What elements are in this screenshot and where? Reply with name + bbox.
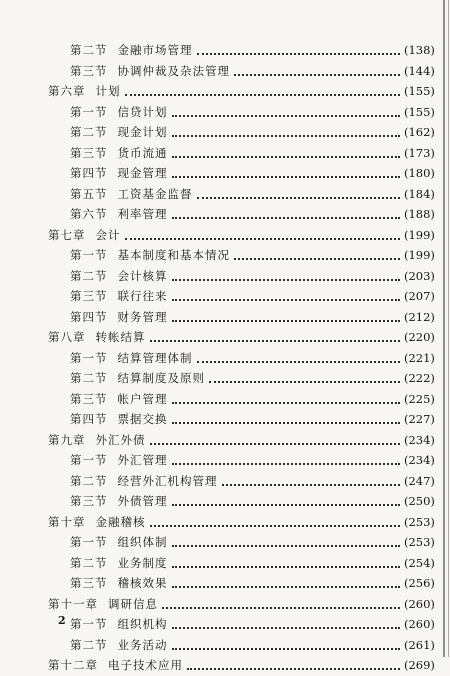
- toc-page-number: (180): [404, 166, 435, 181]
- toc-entry-label: [70, 452, 168, 468]
- toc-page-number: (260): [404, 596, 435, 611]
- toc-page-number: (138): [404, 43, 435, 58]
- toc-section-row: [0, 409, 450, 430]
- section-title: 货币流通: [117, 145, 168, 160]
- dot-leader: [172, 461, 401, 465]
- toc-page-number: (269): [404, 658, 435, 673]
- chapter-number: 第八章: [48, 330, 86, 345]
- section-title: 组织机构: [117, 617, 168, 632]
- toc-entry-label: [70, 555, 168, 571]
- toc-section-row: [0, 266, 450, 287]
- section-title: 金融市场管理: [117, 43, 193, 58]
- toc-page-number: (247): [404, 473, 435, 488]
- toc-entry-label: [70, 575, 168, 591]
- toc-entry-label: [70, 288, 168, 304]
- toc-page-number: (155): [404, 104, 435, 119]
- toc-section-row: [0, 163, 450, 184]
- section-number: 第一节: [70, 350, 108, 365]
- section-number: 第五节: [70, 186, 108, 201]
- toc-section-row: [0, 204, 450, 225]
- toc-entry-label: [70, 350, 193, 366]
- section-number: 第六节: [70, 207, 108, 222]
- toc-entry-label: [70, 534, 168, 550]
- dot-leader: [209, 379, 400, 383]
- toc-chapter-row: [0, 512, 450, 533]
- toc-chapter-row: [0, 225, 450, 246]
- toc-page-number: (222): [404, 371, 435, 386]
- toc-entry-label: [70, 206, 168, 222]
- chapter-number: 第六章: [48, 84, 86, 99]
- chapter-number: 第十章: [48, 514, 86, 529]
- section-number: 第二节: [70, 268, 108, 283]
- dot-leader: [197, 359, 401, 363]
- dot-leader: [150, 338, 401, 342]
- dot-leader: [172, 420, 401, 424]
- toc-section-row: [0, 389, 450, 410]
- section-number: 第三节: [70, 391, 108, 406]
- section-title: 业务活动: [117, 637, 168, 652]
- toc-entry-label: [70, 309, 168, 325]
- dot-leader: [172, 584, 401, 588]
- toc-entry-label: [70, 268, 168, 284]
- toc-page-number: (199): [404, 227, 435, 242]
- toc-section-row: [0, 614, 450, 635]
- toc-page-number: (220): [404, 330, 435, 345]
- toc-chapter-row: [0, 327, 450, 348]
- section-number: 第一节: [70, 248, 108, 263]
- chapter-number: 第七章: [48, 227, 86, 242]
- section-number: 第一节: [70, 535, 108, 550]
- section-title: 外债管理: [117, 494, 168, 509]
- toc-page-number: (254): [404, 555, 435, 570]
- dot-leader: [222, 482, 401, 486]
- dot-leader: [187, 666, 400, 670]
- section-number: 第四节: [70, 309, 108, 324]
- section-number: 第一节: [70, 453, 108, 468]
- toc-section-row: [0, 532, 450, 553]
- toc-section-row: [0, 348, 450, 369]
- dot-leader: [172, 133, 401, 137]
- toc-page-number: (155): [404, 84, 435, 99]
- section-number: 第二节: [70, 371, 108, 386]
- section-number: 第二节: [70, 637, 108, 652]
- toc-entry-label: [48, 83, 121, 99]
- section-number: 第一节: [70, 617, 108, 632]
- section-title: 工资基金监督: [117, 186, 193, 201]
- toc-page-number: (234): [404, 432, 435, 447]
- toc-entry-label: [70, 411, 168, 427]
- toc-section-row: [0, 143, 450, 164]
- toc-entry-label: [70, 124, 168, 140]
- section-title: 基本制度和基本情况: [117, 248, 230, 263]
- chapter-number: 第十一章: [48, 596, 98, 611]
- toc-chapter-row: [0, 81, 450, 102]
- dot-leader: [197, 51, 401, 55]
- chapter-title: 计划: [95, 84, 121, 99]
- toc-chapter-row: [0, 655, 450, 676]
- toc-page-number: (221): [404, 350, 435, 365]
- dot-leader: [150, 441, 401, 445]
- section-number: 第一节: [70, 104, 108, 119]
- chapter-number: 第十二章: [48, 658, 98, 673]
- section-number: 第三节: [70, 576, 108, 591]
- dot-leader: [172, 502, 401, 506]
- toc-page-number: (144): [404, 63, 435, 78]
- toc-page-number: (173): [404, 145, 435, 160]
- toc-entry-label: [48, 227, 121, 243]
- toc-entry-label: [70, 473, 218, 489]
- toc-section-row: [0, 573, 450, 594]
- dot-leader: [172, 625, 401, 629]
- chapter-number: 第九章: [48, 432, 86, 447]
- toc-section-row: [0, 286, 450, 307]
- toc-section-row: [0, 122, 450, 143]
- toc-entry-label: [70, 637, 168, 653]
- scan-edge-line: [443, 0, 445, 657]
- dot-leader: [172, 174, 401, 178]
- dot-leader: [172, 215, 401, 219]
- toc-section-row: [0, 307, 450, 328]
- section-number: 第三节: [70, 63, 108, 78]
- toc-entry-label: [70, 493, 168, 509]
- toc-entry-label: [70, 247, 230, 263]
- section-title: 帐户管理: [117, 391, 168, 406]
- toc-page-number: (212): [404, 309, 435, 324]
- section-number: 第三节: [70, 289, 108, 304]
- dot-leader: [172, 400, 401, 404]
- toc-page-number: (256): [404, 576, 435, 591]
- table-of-contents: [0, 40, 450, 676]
- dot-leader: [172, 318, 401, 322]
- dot-leader: [172, 297, 401, 301]
- toc-chapter-row: [0, 594, 450, 615]
- toc-section-row: [0, 471, 450, 492]
- toc-entry-label: [70, 63, 230, 79]
- toc-section-row: [0, 450, 450, 471]
- toc-section-row: [0, 491, 450, 512]
- section-title: 稽核效果: [117, 576, 168, 591]
- section-title: 联行往来: [117, 289, 168, 304]
- section-title: 结算管理体制: [117, 350, 193, 365]
- toc-chapter-row: [0, 430, 450, 451]
- section-number: 第二节: [70, 43, 108, 58]
- dot-leader: [172, 113, 401, 117]
- chapter-title: 转帐结算: [95, 330, 146, 345]
- toc-entry-label: [48, 657, 183, 673]
- section-title: 现金管理: [117, 166, 168, 181]
- toc-entry-label: [70, 370, 205, 386]
- toc-page-number: (199): [404, 248, 435, 263]
- toc-page-number: (188): [404, 207, 435, 222]
- page-number: 2: [58, 614, 66, 627]
- section-title: 现金计划: [117, 125, 168, 140]
- toc-entry-label: [70, 186, 193, 202]
- dot-leader: [197, 195, 401, 199]
- toc-section-row: [0, 102, 450, 123]
- section-title: 经营外汇机构管理: [117, 473, 218, 488]
- toc-entry-label: [70, 145, 168, 161]
- toc-page-number: (227): [404, 412, 435, 427]
- section-number: 第三节: [70, 494, 108, 509]
- toc-page-number: (253): [404, 535, 435, 550]
- section-number: 第二节: [70, 555, 108, 570]
- chapter-title: 电子技术应用: [108, 658, 183, 673]
- section-title: 财务管理: [117, 309, 168, 324]
- section-title: 会计核算: [117, 268, 168, 283]
- toc-page-number: (184): [404, 186, 435, 201]
- toc-page-number: (261): [404, 637, 435, 652]
- section-number: 第四节: [70, 166, 108, 181]
- chapter-title: 外汇外债: [95, 432, 146, 447]
- dot-leader: [125, 92, 401, 96]
- toc-entry-label: [70, 616, 168, 632]
- toc-entry-label: [70, 42, 193, 58]
- toc-page-number: (234): [404, 453, 435, 468]
- dot-leader: [172, 646, 401, 650]
- dot-leader: [162, 605, 400, 609]
- toc-section-row: [0, 184, 450, 205]
- toc-entry-label: [48, 432, 146, 448]
- toc-section-row: [0, 40, 450, 61]
- toc-page-number: (260): [404, 617, 435, 632]
- chapter-title: 金融稽核: [95, 514, 146, 529]
- toc-section-row: [0, 61, 450, 82]
- section-number: 第二节: [70, 473, 108, 488]
- section-title: 协调仲裁及杂法管理: [117, 63, 230, 78]
- section-number: 第三节: [70, 145, 108, 160]
- toc-page-number: (253): [404, 514, 435, 529]
- toc-page-number: (207): [404, 289, 435, 304]
- toc-entry-label: [70, 165, 168, 181]
- scan-edge-line-outer: [448, 0, 449, 657]
- section-title: 信贷计划: [117, 104, 168, 119]
- dot-leader: [172, 564, 401, 568]
- dot-leader: [172, 277, 401, 281]
- dot-leader: [150, 523, 401, 527]
- toc-entry-label: [48, 596, 158, 612]
- toc-section-row: [0, 245, 450, 266]
- toc-section-row: [0, 553, 450, 574]
- toc-entry-label: [48, 514, 146, 530]
- section-title: 结算制度及原则: [117, 371, 205, 386]
- dot-leader: [172, 154, 401, 158]
- section-title: 业务制度: [117, 555, 168, 570]
- toc-page-number: (250): [404, 494, 435, 509]
- toc-section-row: [0, 635, 450, 656]
- chapter-title: 会计: [95, 227, 121, 242]
- dot-leader: [234, 72, 400, 76]
- toc-page-number: (162): [404, 125, 435, 140]
- section-number: 第四节: [70, 412, 108, 427]
- toc-page-number: (203): [404, 268, 435, 283]
- dot-leader: [172, 543, 401, 547]
- section-number: 第二节: [70, 125, 108, 140]
- toc-section-row: [0, 368, 450, 389]
- toc-entry-label: [70, 104, 168, 120]
- toc-entry-label: [48, 329, 146, 345]
- dot-leader: [125, 236, 401, 240]
- dot-leader: [234, 256, 400, 260]
- section-title: 票据交换: [117, 412, 168, 427]
- section-title: 外汇管理: [117, 453, 168, 468]
- toc-entry-label: [70, 391, 168, 407]
- chapter-title: 调研信息: [108, 596, 158, 611]
- toc-page-number: (225): [404, 391, 435, 406]
- section-title: 组织体制: [117, 535, 168, 550]
- section-title: 利率管理: [117, 207, 168, 222]
